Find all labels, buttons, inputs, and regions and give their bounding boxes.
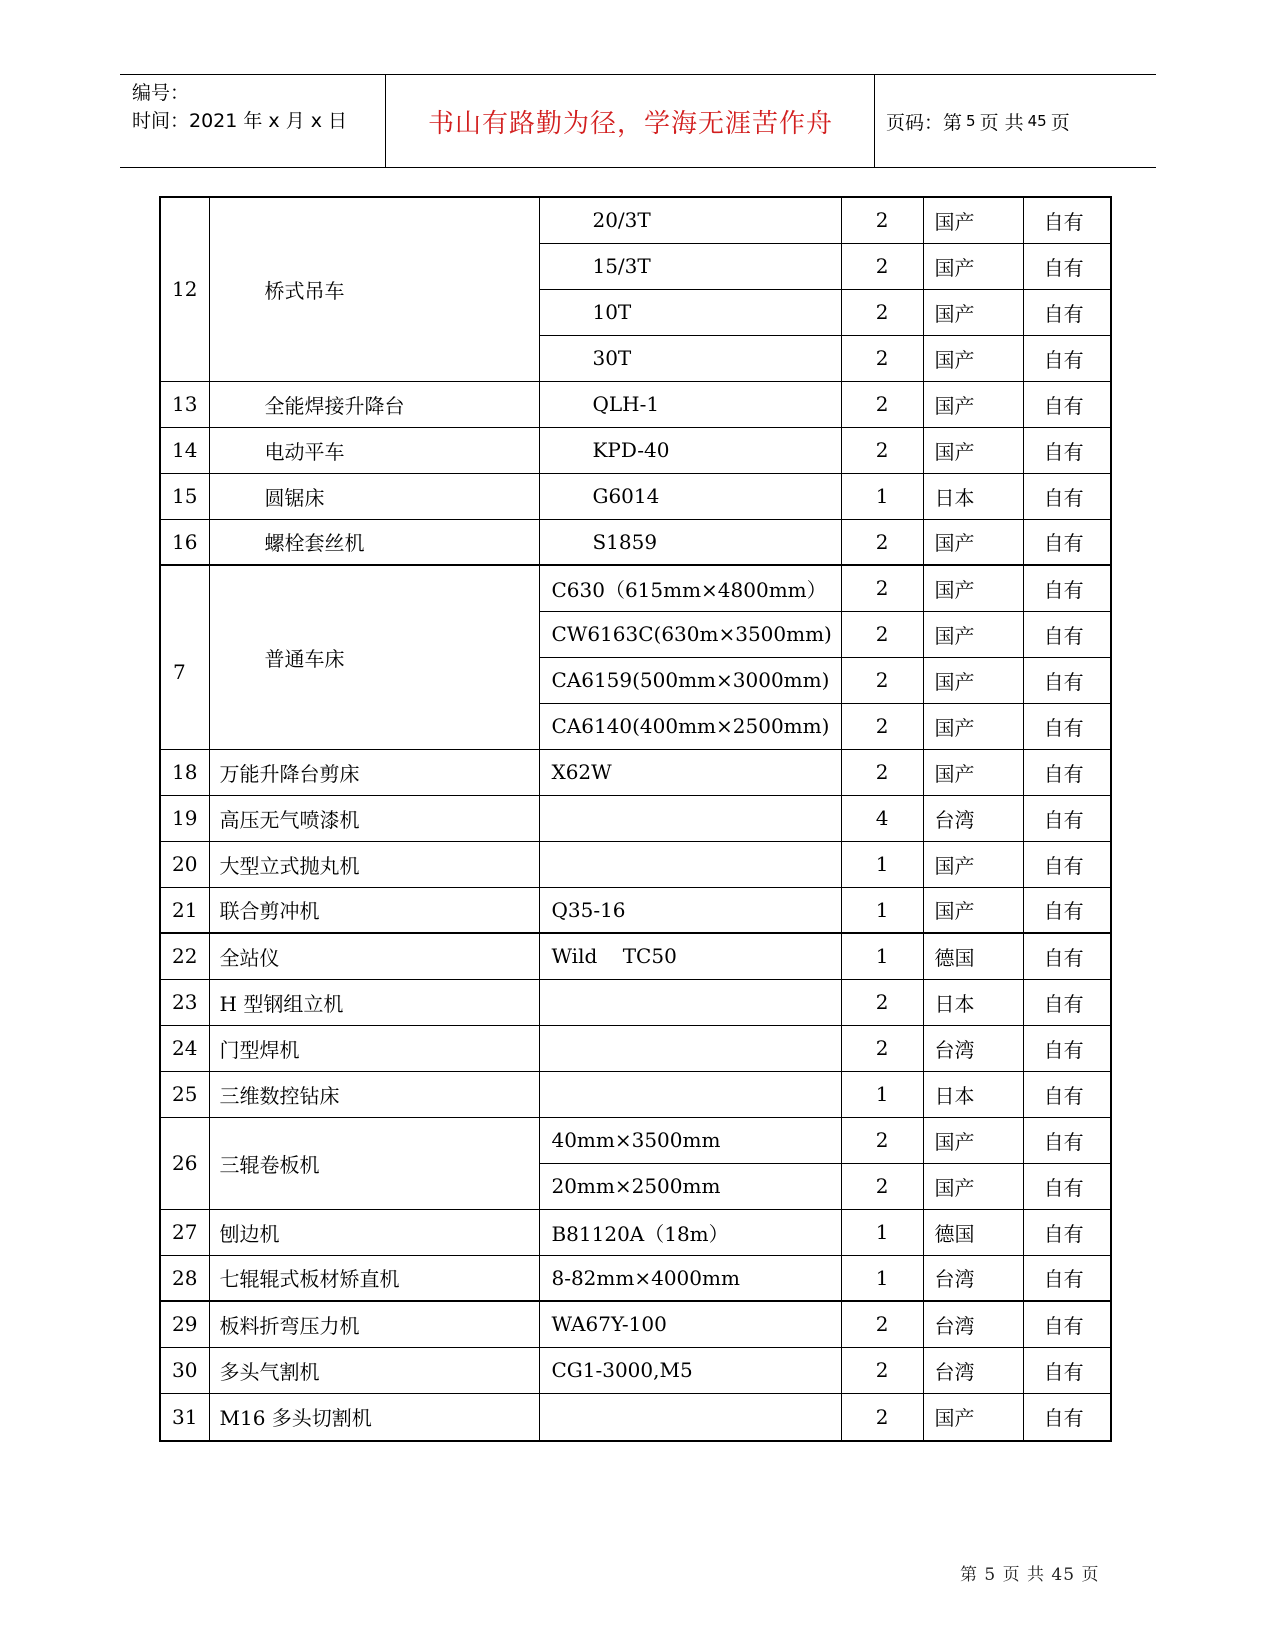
- equipment-ownership: 自有: [1023, 657, 1111, 703]
- table-row: [160, 1347, 1111, 1393]
- row-number: 24: [160, 1025, 209, 1071]
- equipment-qty: 2: [841, 1117, 923, 1163]
- equipment-qty: 1: [841, 1255, 923, 1301]
- equipment-model: 20mm×2500mm: [540, 1163, 841, 1209]
- row-number: 21: [160, 887, 209, 933]
- equipment-qty: 2: [841, 611, 923, 657]
- equipment-origin: 国产: [923, 335, 1023, 381]
- equipment-qty: 2: [841, 197, 923, 243]
- equipment-ownership: 自有: [1023, 335, 1111, 381]
- equipment-origin: 国产: [923, 657, 1023, 703]
- equipment-qty: 2: [841, 427, 923, 473]
- table-row: [160, 749, 1111, 795]
- page-prefix: 页码：第: [886, 111, 963, 134]
- page-header: [120, 74, 1156, 168]
- row-number: 23: [160, 979, 209, 1025]
- equipment-model: CA6140(400mm×2500mm): [540, 703, 841, 749]
- equipment-model: 10T: [540, 289, 841, 335]
- table-row: [160, 1255, 1111, 1301]
- equipment-ownership: 自有: [1023, 381, 1111, 427]
- row-number: 31: [160, 1393, 209, 1441]
- equipment-ownership: 自有: [1023, 473, 1111, 519]
- equipment-model: 30T: [540, 335, 841, 381]
- equipment-qty: 1: [841, 1071, 923, 1117]
- page-current: 5: [966, 112, 976, 130]
- equipment-ownership: 自有: [1023, 519, 1111, 565]
- equipment-origin: 日本: [923, 979, 1023, 1025]
- equipment-origin: 国产: [923, 519, 1023, 565]
- equipment-model: 8-82mm×4000mm: [540, 1255, 841, 1301]
- equipment-origin: 国产: [923, 841, 1023, 887]
- equipment-model: 40mm×3500mm: [540, 1117, 841, 1163]
- table-row: [160, 1025, 1111, 1071]
- equipment-name: M16 多头切割机: [209, 1393, 540, 1441]
- equipment-origin: 台湾: [923, 795, 1023, 841]
- equipment-qty: 1: [841, 1209, 923, 1255]
- equipment-ownership: 自有: [1023, 1393, 1111, 1441]
- equipment-model: WA67Y-100: [540, 1301, 841, 1347]
- equipment-name: 全能焊接升降台: [209, 381, 540, 427]
- row-number: 29: [160, 1301, 209, 1347]
- table-row: [160, 979, 1111, 1025]
- equipment-qty: 1: [841, 841, 923, 887]
- equipment-origin: 台湾: [923, 1301, 1023, 1347]
- equipment-model: [540, 795, 841, 841]
- table-row: [160, 519, 1111, 565]
- page-mid: 页 共: [979, 111, 1024, 134]
- equipment-name: 门型焊机: [209, 1025, 540, 1071]
- equipment-ownership: 自有: [1023, 749, 1111, 795]
- table-row: [160, 427, 1111, 473]
- equipment-name: 高压无气喷漆机: [209, 795, 540, 841]
- equipment-model: Wild TC50: [540, 933, 841, 979]
- equipment-model: [540, 1025, 841, 1071]
- equipment-ownership: 自有: [1023, 979, 1111, 1025]
- row-number: 28: [160, 1255, 209, 1301]
- table-row: [160, 1117, 1111, 1163]
- serial-label: 编号：: [132, 82, 190, 104]
- equipment-name: 桥式吊车: [209, 197, 540, 381]
- equipment-name: 大型立式抛丸机: [209, 841, 540, 887]
- equipment-qty: 2: [841, 1393, 923, 1441]
- equipment-ownership: 自有: [1023, 887, 1111, 933]
- equipment-name: 全站仪: [209, 933, 540, 979]
- equipment-origin: 德国: [923, 1209, 1023, 1255]
- equipment-origin: 国产: [923, 381, 1023, 427]
- equipment-origin: 国产: [923, 1117, 1023, 1163]
- equipment-qty: 2: [841, 703, 923, 749]
- page-footer: 第 5 页 共 45 页: [960, 1565, 1100, 1585]
- equipment-ownership: 自有: [1023, 933, 1111, 979]
- equipment-qty: 1: [841, 887, 923, 933]
- equipment-qty: 2: [841, 657, 923, 703]
- table-row: [160, 1393, 1111, 1441]
- equipment-ownership: 自有: [1023, 1071, 1111, 1117]
- equipment-origin: 台湾: [923, 1255, 1023, 1301]
- table-row: [160, 887, 1111, 933]
- row-number: 16: [160, 519, 209, 565]
- equipment-qty: 2: [841, 289, 923, 335]
- row-number: 30: [160, 1347, 209, 1393]
- row-number: 14: [160, 427, 209, 473]
- equipment-origin: 国产: [923, 611, 1023, 657]
- equipment-ownership: 自有: [1023, 1163, 1111, 1209]
- equipment-origin: 台湾: [923, 1025, 1023, 1071]
- equipment-ownership: 自有: [1023, 243, 1111, 289]
- equipment-model: CW6163C(630m×3500mm): [540, 611, 841, 657]
- row-number: 7: [160, 565, 209, 749]
- equipment-name: 螺栓套丝机: [209, 519, 540, 565]
- equipment-origin: 国产: [923, 749, 1023, 795]
- equipment-model: C630（615mm×4800mm）: [540, 565, 841, 611]
- row-number: 20: [160, 841, 209, 887]
- equipment-ownership: 自有: [1023, 611, 1111, 657]
- table-row: [160, 1209, 1111, 1255]
- equipment-qty: 2: [841, 1347, 923, 1393]
- equipment-name: 板料折弯压力机: [209, 1301, 540, 1347]
- equipment-qty: 2: [841, 243, 923, 289]
- row-number: 15: [160, 473, 209, 519]
- row-number: 13: [160, 381, 209, 427]
- equipment-qty: 2: [841, 979, 923, 1025]
- equipment-name: 七辊辊式板材矫直机: [209, 1255, 540, 1301]
- row-number: 26: [160, 1117, 209, 1209]
- equipment-origin: 国产: [923, 289, 1023, 335]
- equipment-origin: 国产: [923, 427, 1023, 473]
- equipment-ownership: 自有: [1023, 1025, 1111, 1071]
- row-number: 27: [160, 1209, 209, 1255]
- equipment-qty: 2: [841, 381, 923, 427]
- equipment-qty: 2: [841, 1025, 923, 1071]
- equipment-model: 15/3T: [540, 243, 841, 289]
- table-row: [160, 473, 1111, 519]
- header-divider: [385, 75, 386, 167]
- equipment-name: 联合剪冲机: [209, 887, 540, 933]
- equipment-name: 三辊卷板机: [209, 1117, 540, 1209]
- equipment-origin: 国产: [923, 565, 1023, 611]
- equipment-qty: 2: [841, 1163, 923, 1209]
- row-number: 22: [160, 933, 209, 979]
- time-label: 时间：2021 年 x 月 x 日: [132, 110, 348, 132]
- equipment-model: [540, 841, 841, 887]
- equipment-origin: 德国: [923, 933, 1023, 979]
- equipment-origin: 台湾: [923, 1347, 1023, 1393]
- table-row: [160, 197, 1111, 243]
- table-row: [160, 795, 1111, 841]
- page-suffix: 页: [1050, 111, 1070, 134]
- equipment-table: [159, 196, 1112, 1442]
- equipment-qty: 1: [841, 473, 923, 519]
- header-divider: [874, 75, 875, 167]
- equipment-name: 多头气割机: [209, 1347, 540, 1393]
- equipment-qty: 2: [841, 565, 923, 611]
- equipment-model: CA6159(500mm×3000mm): [540, 657, 841, 703]
- equipment-model: [540, 1071, 841, 1117]
- equipment-ownership: 自有: [1023, 1347, 1111, 1393]
- equipment-origin: 国产: [923, 1393, 1023, 1441]
- equipment-ownership: 自有: [1023, 1255, 1111, 1301]
- equipment-origin: 日本: [923, 473, 1023, 519]
- equipment-name: 电动平车: [209, 427, 540, 473]
- equipment-model: S1859: [540, 519, 841, 565]
- equipment-ownership: 自有: [1023, 1117, 1111, 1163]
- equipment-name: 圆锯床: [209, 473, 540, 519]
- page-total: 45: [1027, 112, 1047, 130]
- equipment-origin: 国产: [923, 243, 1023, 289]
- equipment-ownership: 自有: [1023, 427, 1111, 473]
- row-number: 12: [160, 197, 209, 381]
- equipment-model: B81120A（18m）: [540, 1209, 841, 1255]
- equipment-ownership: 自有: [1023, 841, 1111, 887]
- equipment-name: 三维数控钻床: [209, 1071, 540, 1117]
- table-row: [160, 381, 1111, 427]
- equipment-model: G6014: [540, 473, 841, 519]
- equipment-model: Q35-16: [540, 887, 841, 933]
- table-row: [160, 933, 1111, 979]
- equipment-model: [540, 979, 841, 1025]
- equipment-ownership: 自有: [1023, 197, 1111, 243]
- equipment-qty: 1: [841, 933, 923, 979]
- header-page-number: [886, 75, 1146, 167]
- equipment-qty: 2: [841, 335, 923, 381]
- equipment-qty: 2: [841, 749, 923, 795]
- equipment-name: H 型钢组立机: [209, 979, 540, 1025]
- equipment-origin: 国产: [923, 703, 1023, 749]
- table-row: [160, 1301, 1111, 1347]
- equipment-ownership: 自有: [1023, 1209, 1111, 1255]
- row-number: 18: [160, 749, 209, 795]
- table-row: [160, 841, 1111, 887]
- equipment-ownership: 自有: [1023, 289, 1111, 335]
- equipment-model: [540, 1393, 841, 1441]
- equipment-name: 普通车床: [209, 565, 540, 749]
- equipment-ownership: 自有: [1023, 703, 1111, 749]
- equipment-model: CG1-3000,M5: [540, 1347, 841, 1393]
- equipment-origin: 国产: [923, 887, 1023, 933]
- equipment-origin: 日本: [923, 1071, 1023, 1117]
- table-row: [160, 1071, 1111, 1117]
- equipment-origin: 国产: [923, 1163, 1023, 1209]
- equipment-origin: 国产: [923, 197, 1023, 243]
- equipment-qty: 2: [841, 1301, 923, 1347]
- row-number: 25: [160, 1071, 209, 1117]
- equipment-name: 万能升降台剪床: [209, 749, 540, 795]
- equipment-name: 刨边机: [209, 1209, 540, 1255]
- equipment-model: X62W: [540, 749, 841, 795]
- equipment-model: KPD-40: [540, 427, 841, 473]
- equipment-qty: 2: [841, 519, 923, 565]
- header-motto: 书山有路勤为径，学海无涯苦作舟: [427, 108, 833, 139]
- row-number: 19: [160, 795, 209, 841]
- equipment-ownership: 自有: [1023, 795, 1111, 841]
- equipment-model: 20/3T: [540, 197, 841, 243]
- equipment-model: QLH-1: [540, 381, 841, 427]
- equipment-qty: 4: [841, 795, 923, 841]
- equipment-ownership: 自有: [1023, 1301, 1111, 1347]
- equipment-ownership: 自有: [1023, 565, 1111, 611]
- table-row: [160, 565, 1111, 611]
- header-meta: [132, 79, 372, 135]
